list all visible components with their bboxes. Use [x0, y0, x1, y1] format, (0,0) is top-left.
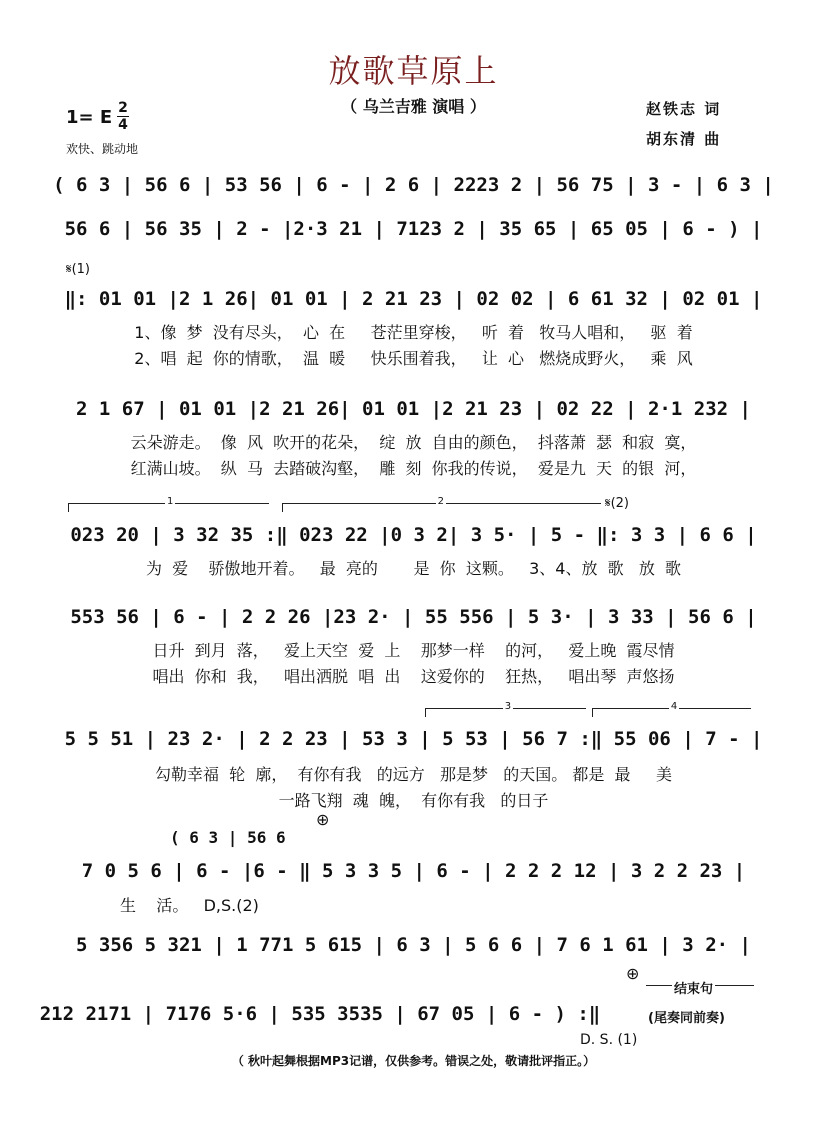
time-signature	[117, 101, 129, 132]
composer-credit: 胡东清 曲	[646, 130, 722, 148]
score-line-7: 5 5 51 | 23 2· | 2 2 23 | 53 3 | 5 53 | 56 7 :‖ 55 06 | 7 - |	[64, 728, 763, 750]
performer-subtitle: （ 乌兰吉雅 演唱 ）	[341, 97, 486, 116]
lyric-line-8: 生 活。 D,S.(2)	[120, 896, 259, 915]
lyric-line-7-verse-b: 一路飞翔 魂 魄， 有你有我 的日子	[278, 791, 549, 810]
lyricist-credit: 赵铁志 词	[646, 100, 722, 118]
time-signature-top: 2	[118, 100, 128, 116]
score-line-8-alternate: ( 6 3 | 56 6	[170, 828, 286, 847]
volta-bracket-2	[282, 496, 601, 512]
lyric-line-3-verse-2: 2、唱 起 你的情歌， 温 暖 快乐围着我， 让 心 燃烧成野火， 乘 风	[134, 349, 693, 368]
volta-bracket-4	[592, 701, 751, 717]
lyric-line-6-verse-a: 日升 到月 落， 爱上天空 爱 上 那梦一样 的河， 爱上晚 霞尽情	[152, 641, 675, 660]
score-line-2: 56 6 | 56 35 | 2 - |2·3 21 | 7123 2 | 35 65 | 65 05 | 6 - ) |	[64, 218, 763, 240]
score-line-6: 553 56 | 6 - | 2 2 26 |23 2· | 55 556 | 5 3· | 3 33 | 56 6 |	[70, 606, 757, 628]
score-line-8: 7 0 5 6 | 6 - |6 - ‖ 5 3 3 5 | 6 - | 2 2 2 12 | 3 2 2 23 |	[81, 860, 746, 882]
score-line-1: ( 6 3 | 56 6 | 53 56 | 6 - | 2 6 | 2223 2 | 56 75 | 3 - | 6 3 |	[53, 174, 774, 196]
lyric-line-3-verse-1: 1、像 梦 没有尽头， 心 在 苍茫里穿梭， 听 着 牧马人唱和， 驱 着	[134, 323, 693, 342]
score-line-3: ‖: 01 01 |2 1 26| 01 01 | 2 21 23 | 02 02 | 6 61 32 | 02 01 |	[64, 288, 763, 310]
volta-2-label: 2	[437, 496, 444, 507]
score-line-4: 2 1 67 | 01 01 |2 21 26| 01 01 |2 21 23 | 02 22 | 2·1 232 |	[76, 398, 751, 420]
segno-2-icon: 𝄋(2)	[605, 496, 630, 511]
tempo-marking: 欢快、跳动地	[66, 142, 139, 156]
volta-4-label: 4	[670, 701, 678, 712]
lyric-line-5: 为 爱 骄傲地开着。 最 亮的 是 你 这颗。 3、4、放 歌 放 歌	[145, 559, 682, 578]
score-line-10: 212 2171 | 7176 5·6 | 535 3535 | 67 05 | 6 - ) :‖	[39, 1003, 601, 1025]
coda-icon: ⊕	[316, 810, 330, 829]
score-line-9: 5 356 5 321 | 1 771 5 615 | 6 3 | 5 6 6 | 7 6 1 61 | 3 2· |	[76, 934, 751, 956]
volta-bracket-1	[68, 496, 269, 512]
ds-1-mark: D. S. (1)	[580, 1032, 638, 1048]
key-signature: 1= E	[66, 107, 113, 128]
ending-label: 结束句	[672, 978, 715, 997]
lyric-line-4-verse-2: 红满山坡。 纵 马 去踏破沟壑， 雕 刻 你我的传说， 爱是九 天 的银 河，	[130, 459, 697, 478]
segno-1-icon: 𝄋(1)	[66, 262, 91, 277]
song-title: 放歌草原上	[328, 52, 499, 90]
score-line-5: 023 20 | 3 32 35 :‖ 023 22 |0 3 2| 3 5· | 5 - ‖: 3 3 | 6 6 |	[70, 524, 757, 546]
volta-3-label: 3	[504, 701, 512, 712]
volta-bracket-3	[425, 701, 586, 717]
lyric-line-7-verse-a: 勾勒幸福 轮 廓， 有你有我 的远方 那是梦 的天国。 都是 最 美	[155, 765, 672, 784]
coda-ending-icon: ⊕	[626, 964, 640, 983]
time-signature-bottom: 4	[118, 117, 128, 133]
volta-1-label: 1	[167, 496, 174, 507]
ending-note: (尾奏同前奏)	[648, 1011, 725, 1026]
lyric-line-6-verse-b: 唱出 你和 我， 唱出洒脱 唱 出 这爱你的 狂热， 唱出琴 声悠扬	[152, 667, 675, 686]
lyric-line-4-verse-1: 云朵游走。 像 风 吹开的花朵， 绽 放 自由的颜色， 抖落萧 瑟 和寂 寞，	[130, 433, 697, 452]
transcription-note: （ 秋叶起舞根据MP3记谱，仅供参考。错误之处，敬请批评指正。）	[231, 1054, 596, 1068]
